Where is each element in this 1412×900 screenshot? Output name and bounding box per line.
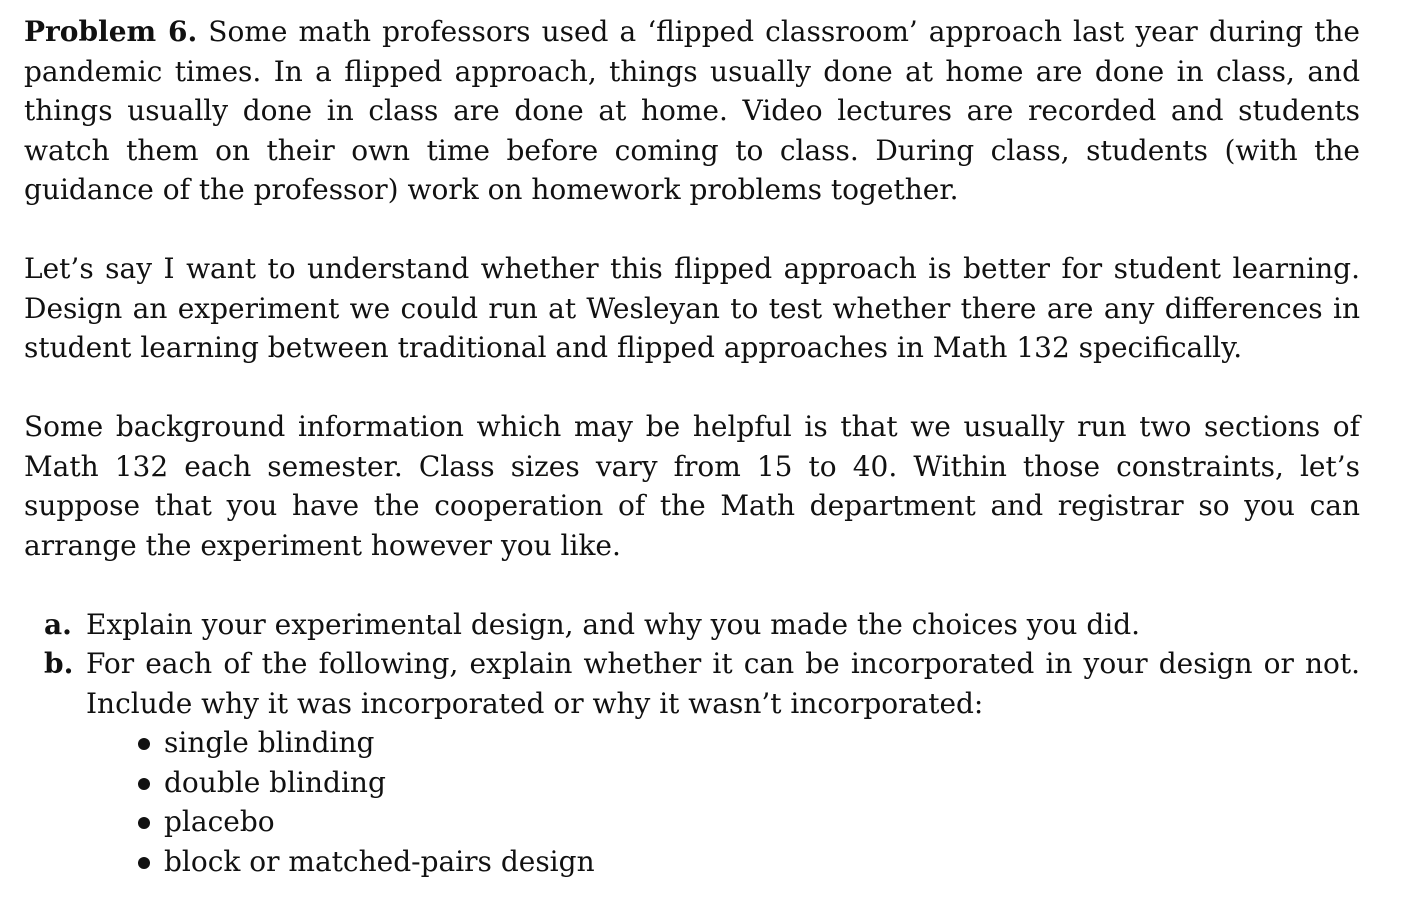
- bullet-text: placebo: [164, 805, 275, 838]
- bullet-icon: [138, 738, 150, 750]
- task-paragraph: Let’s say I want to understand whether this flipped approach is better for student learning. Design an experiment we could run at Wesleyan to test whether there are any differences in student learning between traditional and flipped approaches in Math 132 specifically.: [24, 252, 1360, 364]
- bullet-text: block or matched-pairs design: [164, 844, 595, 878]
- bullet-text: double blinding: [164, 765, 386, 799]
- part-a: [24, 605, 1360, 645]
- part-b-bullet-list: [86, 723, 1360, 881]
- list-item: [134, 723, 1360, 763]
- part-b-text: For each of the following, explain whether it can be incorporated in your design or not. Include why it was incorporated or why it wasn’t incorporated:: [86, 647, 1360, 720]
- bullet-text: single blinding: [164, 726, 375, 759]
- list-item: [134, 842, 1360, 882]
- part-b: [24, 644, 1360, 881]
- question-parts-list: [24, 605, 1360, 882]
- list-item: [134, 802, 1360, 842]
- problem-document: [24, 12, 1360, 881]
- part-a-text: Explain your experimental design, and why you made the choices you did.: [86, 607, 1141, 641]
- bullet-icon: [138, 857, 150, 869]
- bullet-icon: [138, 817, 150, 829]
- part-a-label: a.: [44, 607, 72, 641]
- part-b-label: b.: [44, 647, 74, 680]
- intro-text: Some math professors used a ‘flipped classroom’ approach last year during the pandemic times. In a flipped approach, things usually done at home are done in class, and things usually done in class are done at home. Video lectures are recorded and students watch them on their own time before coming to class. During class, students (with the guidance of the professor) work on homework problems together.: [24, 15, 1361, 206]
- bullet-icon: [138, 778, 150, 790]
- background-paragraph: Some background information which may be helpful is that we usually run two sections of Math 132 each semester. Class sizes vary from 15 to 40. Within those constraints, let’s suppose that you have the cooperation of the Math department and registrar so you can arrange the experiment however you like.: [24, 410, 1360, 562]
- problem-intro-paragraph: [24, 12, 1360, 210]
- problem-heading: Problem 6.: [24, 15, 198, 48]
- list-item: [134, 763, 1360, 803]
